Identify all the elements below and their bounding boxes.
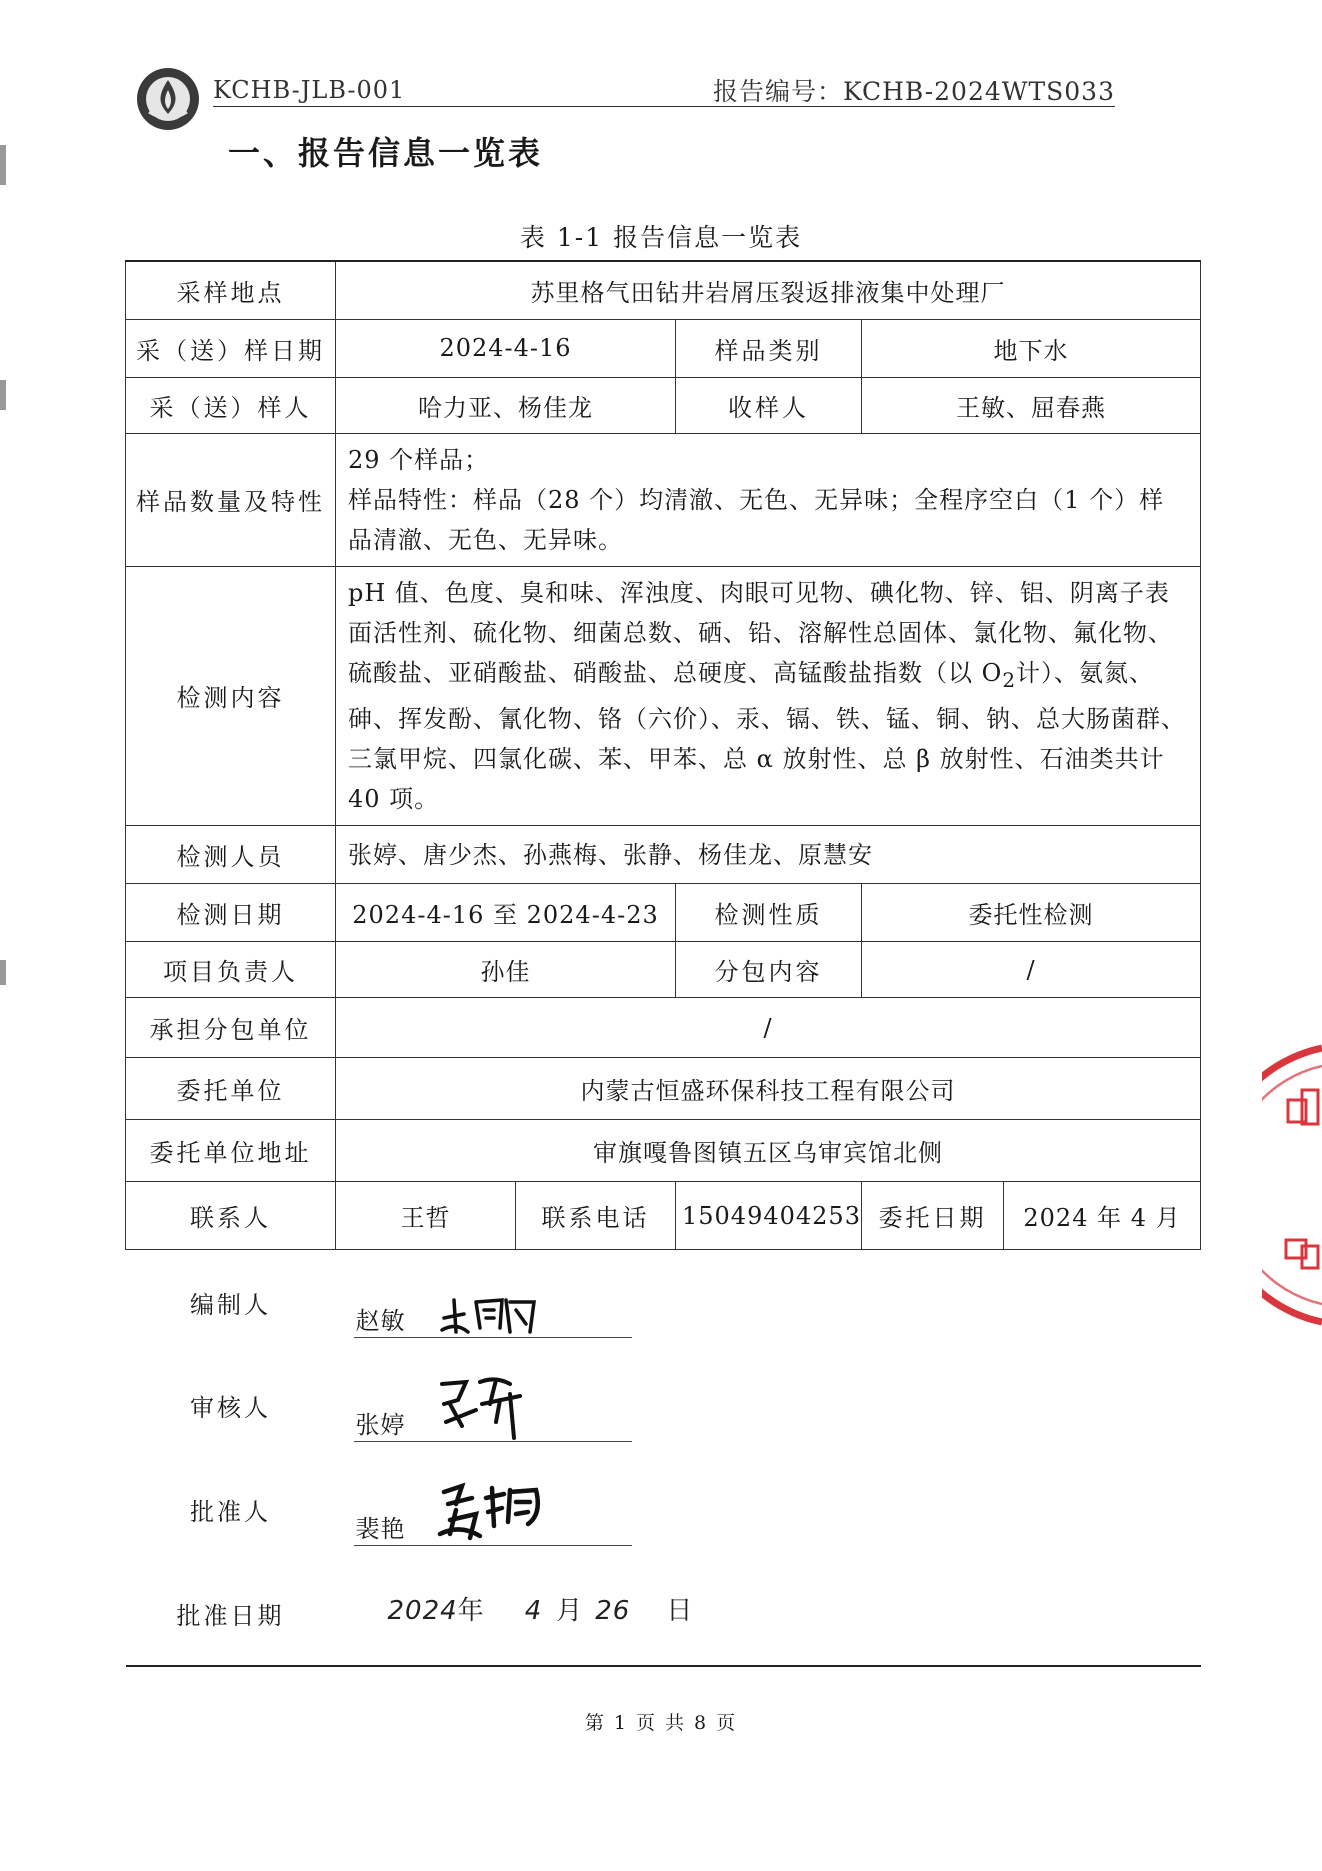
sampler-label: 采（送）样人 xyxy=(126,377,336,433)
client-value: 内蒙古恒盛环保科技工程有限公司 xyxy=(336,1058,1201,1120)
signature-line xyxy=(354,1545,632,1546)
approve-year: 2024 xyxy=(387,1595,458,1626)
header-divider xyxy=(213,106,1115,107)
editor-handwritten-signature xyxy=(436,1288,546,1336)
document-code: KCHB-JLB-001 xyxy=(213,76,406,104)
quantity-label: 样品数量及特性 xyxy=(126,433,336,566)
approver-signature-cell xyxy=(336,1458,1201,1562)
test-date-value: 2024-4-16 至 2024-4-23 xyxy=(336,884,676,942)
scan-mark xyxy=(0,960,6,985)
quantity-value xyxy=(336,433,1201,566)
content-text-part2: 计）、氨氮、砷、挥发酚、氰化物、铬（六价）、汞、镉、铁、锰、铜、钠、总大肠菌群、三氯甲烷、四氯化碳、苯、甲苯、总 α 放射性、总 β 放射性、石油类共计 40 项。 xyxy=(348,658,1186,814)
content-value xyxy=(336,566,1201,826)
month-char: 月 xyxy=(556,1595,584,1626)
contact-value: 王哲 xyxy=(336,1182,516,1250)
reviewer-name: 张婷 xyxy=(355,1410,406,1439)
editor-label: 编制人 xyxy=(190,1290,271,1319)
subcontract-unit-value: / xyxy=(336,998,1201,1058)
report-number: 报告编号：KCHB-2024WTS033 xyxy=(712,77,1115,106)
inspectors-value: 张婷、唐少杰、孙燕梅、张静、杨佳龙、原慧安 xyxy=(336,826,1201,884)
reviewer-signature-cell xyxy=(336,1354,1201,1458)
client-address-label: 委托单位地址 xyxy=(126,1120,336,1182)
commission-date-value: 2024 年 4 月 xyxy=(1004,1182,1201,1250)
approve-date-cell xyxy=(336,1562,1201,1666)
approve-date-handwritten xyxy=(388,1590,694,1627)
section-title: 一、报告信息一览表 xyxy=(228,134,544,172)
sampling-site-value: 苏里格气田钻井岩屑压裂返排液集中处理厂 xyxy=(336,261,1201,319)
table-row xyxy=(126,1182,1201,1250)
editor-name: 赵敏 xyxy=(355,1306,406,1335)
company-logo-icon xyxy=(135,66,201,132)
subcontract-value: / xyxy=(862,942,1201,998)
content-label: 检测内容 xyxy=(126,566,336,826)
approver-label: 批准人 xyxy=(190,1498,271,1527)
year-char: 年 xyxy=(457,1595,485,1626)
reviewer-handwritten-signature xyxy=(436,1370,546,1440)
quantity-count: 29 个样品； xyxy=(348,445,490,474)
table-row xyxy=(126,377,1201,433)
table-row xyxy=(126,942,1201,998)
test-nature-label: 检测性质 xyxy=(676,884,862,942)
phone-label: 联系电话 xyxy=(516,1182,676,1250)
signature-row-approver xyxy=(126,1458,1201,1562)
sampler-value: 哈力亚、杨佳龙 xyxy=(336,377,676,433)
sample-type-label: 样品类别 xyxy=(676,319,862,377)
sampling-site-label: 采样地点 xyxy=(126,261,336,319)
report-info-table xyxy=(125,260,1201,1667)
sample-date-label: 采（送）样日期 xyxy=(126,319,336,377)
project-manager-label: 项目负责人 xyxy=(126,942,336,998)
signature-row-reviewer xyxy=(126,1354,1201,1458)
inspectors-label: 检测人员 xyxy=(126,826,336,884)
page-footer: 第 1 页 共 8 页 xyxy=(584,1712,738,1734)
approve-day: 26 xyxy=(595,1595,631,1626)
table-row xyxy=(126,433,1201,566)
content-text-part1: pH 值、色度、臭和味、浑浊度、肉眼可见物、碘化物、锌、铝、阴离子表面活性剂、硫化物、细菌总数、硒、铅、溶解性总固体、氯化物、氟化物、硫酸盐、亚硝酸盐、硝酸盐、总硬度、高锰酸盐指数（以 O xyxy=(348,578,1173,687)
page-header xyxy=(135,62,1115,114)
table-row xyxy=(126,826,1201,884)
project-manager-value: 孙佳 xyxy=(336,942,676,998)
subcontract-label: 分包内容 xyxy=(676,942,862,998)
sample-date-value: 2024-4-16 xyxy=(336,319,676,377)
sample-type-value: 地下水 xyxy=(862,319,1201,377)
table-row xyxy=(126,884,1201,942)
content-subscript: 2 xyxy=(1002,667,1017,692)
scan-mark xyxy=(0,145,6,185)
table-row xyxy=(126,1058,1201,1120)
client-label: 委托单位 xyxy=(126,1058,336,1120)
subcontract-unit-label: 承担分包单位 xyxy=(126,998,336,1058)
table-row xyxy=(126,998,1201,1058)
signature-line xyxy=(354,1337,632,1338)
approver-name: 裴艳 xyxy=(355,1514,406,1543)
table-row xyxy=(126,566,1201,826)
approve-month: 4 xyxy=(524,1595,543,1626)
contact-label: 联系人 xyxy=(126,1182,336,1250)
client-address-value: 审旗嘎鲁图镇五区乌审宾馆北侧 xyxy=(336,1120,1201,1182)
test-nature-value: 委托性检测 xyxy=(862,884,1201,942)
receiver-value: 王敏、屈春燕 xyxy=(862,377,1201,433)
phone-value: 15049404253 xyxy=(676,1182,862,1250)
table-caption: 表 1-1 报告信息一览表 xyxy=(519,223,803,252)
signature-row-editor xyxy=(126,1250,1201,1354)
approve-date-label: 批准日期 xyxy=(126,1562,336,1666)
day-char: 日 xyxy=(666,1595,694,1626)
receiver-label: 收样人 xyxy=(676,377,862,433)
table-row xyxy=(126,261,1201,319)
reviewer-label: 审核人 xyxy=(190,1394,271,1423)
table-row xyxy=(126,319,1201,377)
red-seal-stamp-icon xyxy=(1262,1040,1322,1330)
signature-row-approve-date xyxy=(126,1562,1201,1666)
editor-signature-cell xyxy=(336,1250,1201,1354)
quantity-characteristics: 样品特性：样品（28 个）均清澈、无色、无异味；全程序空白（1 个）样品清澈、无色、无异味。 xyxy=(348,485,1165,554)
scan-mark xyxy=(0,380,6,410)
table-row xyxy=(126,1120,1201,1182)
commission-date-label: 委托日期 xyxy=(862,1182,1004,1250)
signature-line xyxy=(354,1441,632,1442)
test-date-label: 检测日期 xyxy=(126,884,336,942)
approver-handwritten-signature xyxy=(436,1474,556,1544)
